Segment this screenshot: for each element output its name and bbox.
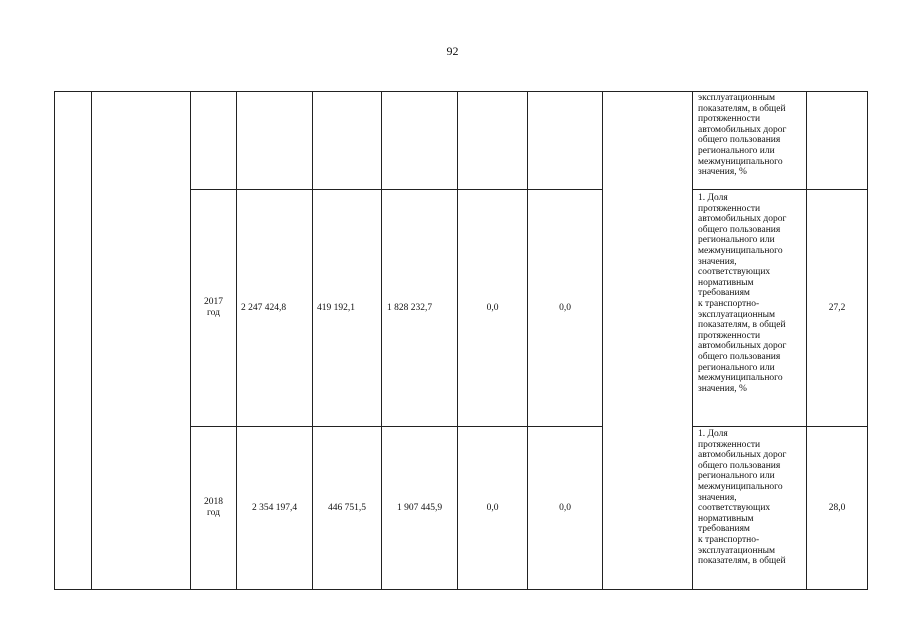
regional-amount: 1 828 232,7: [387, 302, 433, 313]
local-amount: 0,0: [486, 302, 499, 313]
regional-amount: 1 907 445,9: [396, 502, 443, 513]
other-amount: 0,0: [559, 502, 571, 513]
year-value: 2018: [204, 497, 223, 508]
total-amount: 2 247 424,8: [241, 302, 287, 313]
table-row-2018-year: [191, 427, 236, 589]
other-amount: 0,0: [559, 302, 571, 313]
local-amount: 0,0: [486, 502, 499, 513]
table-border-top: [54, 91, 868, 92]
indicator-value: 28,0: [828, 502, 846, 513]
indicator-text: 1. Доля протяженности автомобильных дорог общего пользования регионального или межмуниципального значения, соответствующих нормативным требованиям к транспортно- эксплуатационным показателям, в общей: [698, 429, 787, 567]
column-divider: [602, 91, 603, 590]
table-border-bottom: [54, 589, 868, 590]
table-border-right: [867, 91, 868, 590]
indicator-text: эксплуатационным показателям, в общей протяженности автомобильных дорог общего пользования регионального или межмуниципального значения, %: [698, 93, 787, 178]
year-value: 2017: [204, 297, 223, 308]
year-unit: год: [207, 508, 220, 518]
column-divider: [692, 91, 693, 590]
year-unit: год: [207, 308, 220, 318]
budget-table: [54, 91, 868, 590]
indicator-value: 27,2: [828, 302, 846, 313]
federal-amount: 419 192,1: [317, 302, 355, 313]
total-amount: 2 354 197,4: [251, 502, 298, 513]
indicator-text: 1. Доля протяженности автомобильных дорог общего пользования регионального или межмуниципального значения, соответствующих нормативным требованиям к транспортно- эксплуатационным показателям, в общей протяженности автомобильных дорог общего пользования регионального или межмуниципального значения, %: [698, 193, 787, 394]
column-divider: [91, 91, 92, 590]
table-row-2017-year: [191, 190, 236, 426]
page-number: 92: [446, 44, 459, 58]
table-border-left: [54, 91, 55, 590]
federal-amount: 446 751,5: [328, 502, 366, 513]
